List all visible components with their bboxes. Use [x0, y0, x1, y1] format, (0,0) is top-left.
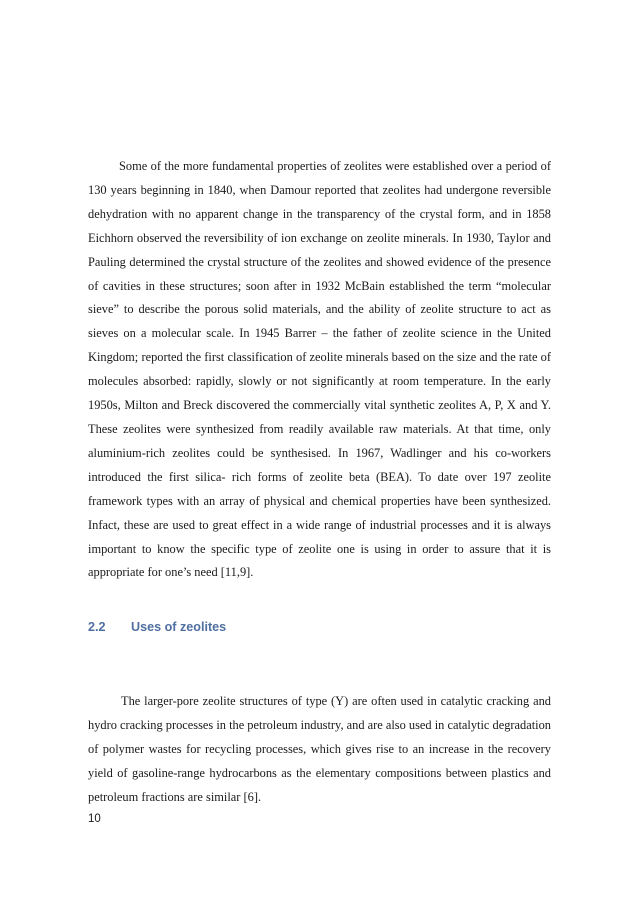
section-title: Uses of zeolites [131, 620, 227, 634]
page-number: 10 [88, 813, 101, 825]
section-heading [88, 620, 226, 634]
body-paragraph-history: Some of the more fundamental properties of zeolites were established over a period of 130 years beginning in 1840, when Damour reported that zeolites had undergone reversible dehydration with no apparent change in the transparency of the crystal form, and in 1858 Eichhorn observed the reversibility of ion exchange on zeolite minerals. In 1930, Taylor and Pauling determined the crystal structure of the zeolites and showed evidence of the presence of cavities in these structures; soon after in 1932 McBain established the term “molecular sieve” to describe the porous solid materials, and the ability of zeolite structure to act as sieves on a molecular scale. In 1945 Barrer – the father of zeolite science in the United Kingdom; reported the first classification of zeolite minerals based on the size and the rate of molecules absorbed: rapidly, slowly or not significantly at room temperature. In the early 1950s, Milton and Breck discovered the commercially vital synthetic zeolites A, P, X and Y. These zeolites were synthesized from readily available raw materials. At that time, only aluminium-rich zeolites could be synthesised. In 1967, Wadlinger and his co-workers introduced the first silica- rich forms of zeolite beta (BEA). To date over 197 zeolite framework types with an array of physical and chemical properties have been synthesized. Infact, these are used to great effect in a wide range of industrial processes and it is always important to know the specific type of zeolite one is using in order to assure that it is appropriate for one’s need [11,9]. [88, 159, 551, 580]
body-paragraph-uses: The larger-pore zeolite structures of type (Y) are often used in catalytic cracking and hydro cracking processes in the petroleum industry, and are also used in catalytic degradation of polymer wastes for recycling processes, which gives rise to an increase in the recovery yield of gasoline-range hydrocarbons as the elementary compositions between plastics and petroleum fractions are similar [6]. [88, 694, 552, 804]
section-number: 2.2 [88, 620, 106, 634]
